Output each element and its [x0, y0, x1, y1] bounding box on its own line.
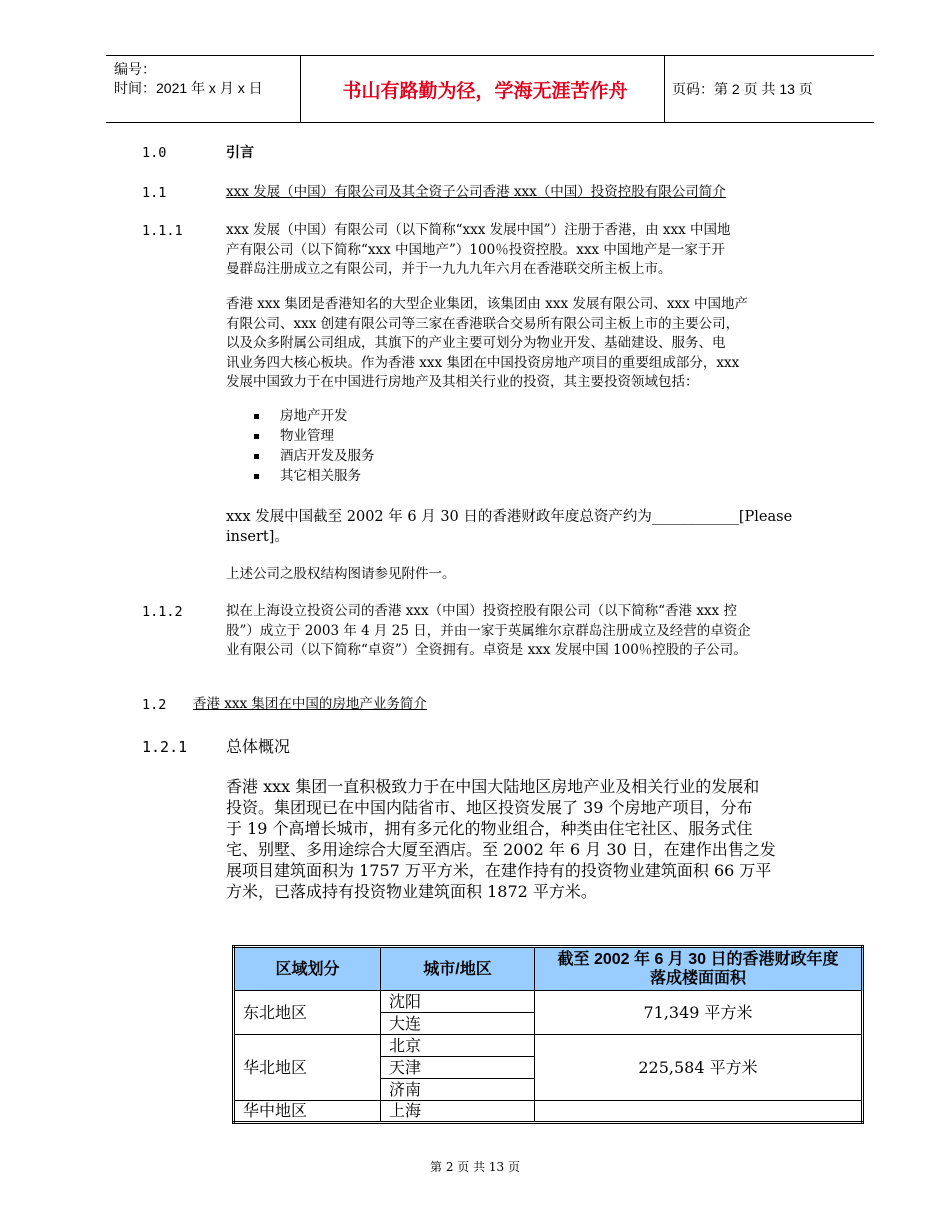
section-title: 引言 — [226, 145, 254, 161]
city-cell: 沈阳 — [381, 991, 535, 1013]
paragraph — [226, 221, 731, 280]
table-header-cell: 区域划分 — [234, 947, 381, 991]
header-divider — [664, 56, 665, 122]
table-row — [234, 1035, 863, 1057]
text-line: 股”）成立于 2003 年 4 月 25 日，并由一家于英属维尔京群岛注册成立及经营的卓资企 — [226, 622, 751, 639]
header-motto: 书山有路勤为径，学海无涯苦作舟 — [342, 79, 628, 102]
city-cell: 上海 — [381, 1101, 535, 1123]
area-cell: 225,584 平方米 — [535, 1035, 863, 1101]
bullet-icon — [254, 414, 259, 419]
table-header-cell — [535, 947, 863, 991]
section-number: 1.1.1 — [142, 223, 183, 239]
text-line: xxx 发展（中国）有限公司（以下简称“xxx 发展中国”）注册于香港，由 xxx 中国地 — [226, 222, 731, 238]
text-line: 方米，已落成持有投资物业建筑面积 1872 平方米。 — [226, 882, 597, 901]
text-line: 拟在上海设立投资公司的香港 xxx（中国）投资控股有限公司（以下简称“香港 xxx 控 — [226, 603, 737, 619]
section-title: xxx 发展（中国）有限公司及其全资子公司香港 xxx（中国）投资控股有限公司简介 — [226, 184, 726, 200]
header-divider — [300, 56, 301, 122]
bullet-icon — [254, 454, 259, 459]
paragraph — [226, 602, 751, 661]
section-number: 1.1.2 — [142, 604, 183, 620]
area-table — [232, 945, 864, 1124]
city-cell: 北京 — [381, 1035, 535, 1057]
text-line: insert]。 — [226, 529, 289, 545]
text-line: 展项目建筑面积为 1757 万平方米，在建作持有的投资物业建筑面积 66 万平 — [226, 861, 772, 880]
list-item: 酒店开发及服务 — [280, 448, 375, 464]
bullet-icon — [254, 434, 259, 439]
header-meta — [114, 60, 263, 98]
header-line: 落成楼面面积 — [649, 970, 746, 987]
text-line: xxx 发展中国截至 2002 年 6 月 30 日的香港财政年度总资产约为____________[Please — [226, 509, 793, 525]
city-cell: 大连 — [381, 1013, 535, 1035]
city-cell: 天津 — [381, 1057, 535, 1079]
paragraph — [226, 507, 792, 547]
paragraph — [226, 295, 748, 393]
section-title: 香港 xxx 集团在中国的房地产业务简介 — [193, 696, 427, 712]
header-page-info: 页码：第 2 页 共 13 页 — [672, 81, 813, 97]
text-line: 讯业务四大核心板块。作为香港 xxx 集团在中国投资房地产项目的重要组成部分，xxx — [226, 354, 740, 371]
region-cell: 华北地区 — [234, 1035, 381, 1101]
text-line: 有限公司、xxx 创建有限公司等三家在香港联合交易所有限公司主板上市的主要公司， — [226, 315, 740, 332]
bullet-icon — [254, 474, 259, 479]
page-header — [106, 55, 874, 123]
section-number: 1.1 — [142, 185, 167, 201]
text-line: 宅、别墅、多用途综合大厦至酒店。至 2002 年 6 月 30 日，在建作出售之发 — [226, 840, 776, 859]
paragraph — [226, 776, 776, 902]
text-line: 曼群岛注册成立之有限公司，并于一九九九年六月在香港联交所主板上市。 — [226, 261, 672, 277]
section-number: 1.2.1 — [142, 738, 188, 756]
text-line: 香港 xxx 集团是香港知名的大型企业集团，该集团由 xxx 发展有限公司、xxx 中国地产 — [226, 296, 748, 312]
header-line: 截至 2002 年 6 月 30 日的香港财政年度 — [557, 951, 839, 968]
date-label: 时间：2021 年 x 月 x 日 — [114, 80, 263, 96]
text-line: 香港 xxx 集团一直积极致力于在中国大陆地区房地产业及相关行业的发展和 — [226, 777, 760, 796]
section-title: 总体概况 — [226, 737, 291, 756]
text-line: 业有限公司（以下简称“卓资”）全资拥有。卓资是 xxx 发展中国 100％控股的子公司。 — [226, 642, 747, 658]
table-header-row — [234, 947, 863, 991]
text-line: 投资。集团现已在中国内陆省市、地区投资发展了 39 个房地产项目，分布 — [226, 798, 753, 817]
list-item: 其它相关服务 — [280, 468, 361, 484]
text-line: 产有限公司（以下简称“xxx 中国地产”）100％投资控股。xxx 中国地产是一家于开 — [226, 241, 725, 258]
section-number: 1.2 — [142, 697, 167, 713]
table-row — [234, 991, 863, 1013]
region-cell: 华中地区 — [234, 1101, 381, 1123]
section-number: 1.0 — [142, 145, 167, 161]
area-cell — [535, 1101, 863, 1123]
serial-number-label: 编号： — [114, 61, 156, 77]
area-cell: 71,349 平方米 — [535, 991, 863, 1035]
city-cell: 济南 — [381, 1079, 535, 1101]
text-line: 发展中国致力于在中国进行房地产及其相关行业的投资，其主要投资领域包括： — [226, 374, 699, 390]
page-footer: 第 2 页 共 13 页 — [430, 1160, 520, 1174]
region-cell: 东北地区 — [234, 991, 381, 1035]
table-header-cell: 城市/地区 — [381, 947, 535, 991]
text-line: 以及众多附属公司组成，其旗下的产业主要可划分为物业开发、基础建设、服务、电 — [226, 335, 726, 351]
text-line: 于 19 个高增长城市，拥有多元化的物业组合，种类由住宅社区、服务式住 — [226, 819, 753, 838]
table-row — [234, 1101, 863, 1123]
paragraph: 上述公司之股权结构图请参见附件一。 — [226, 566, 456, 582]
list-item: 物业管理 — [280, 428, 334, 444]
list-item: 房地产开发 — [280, 408, 348, 424]
